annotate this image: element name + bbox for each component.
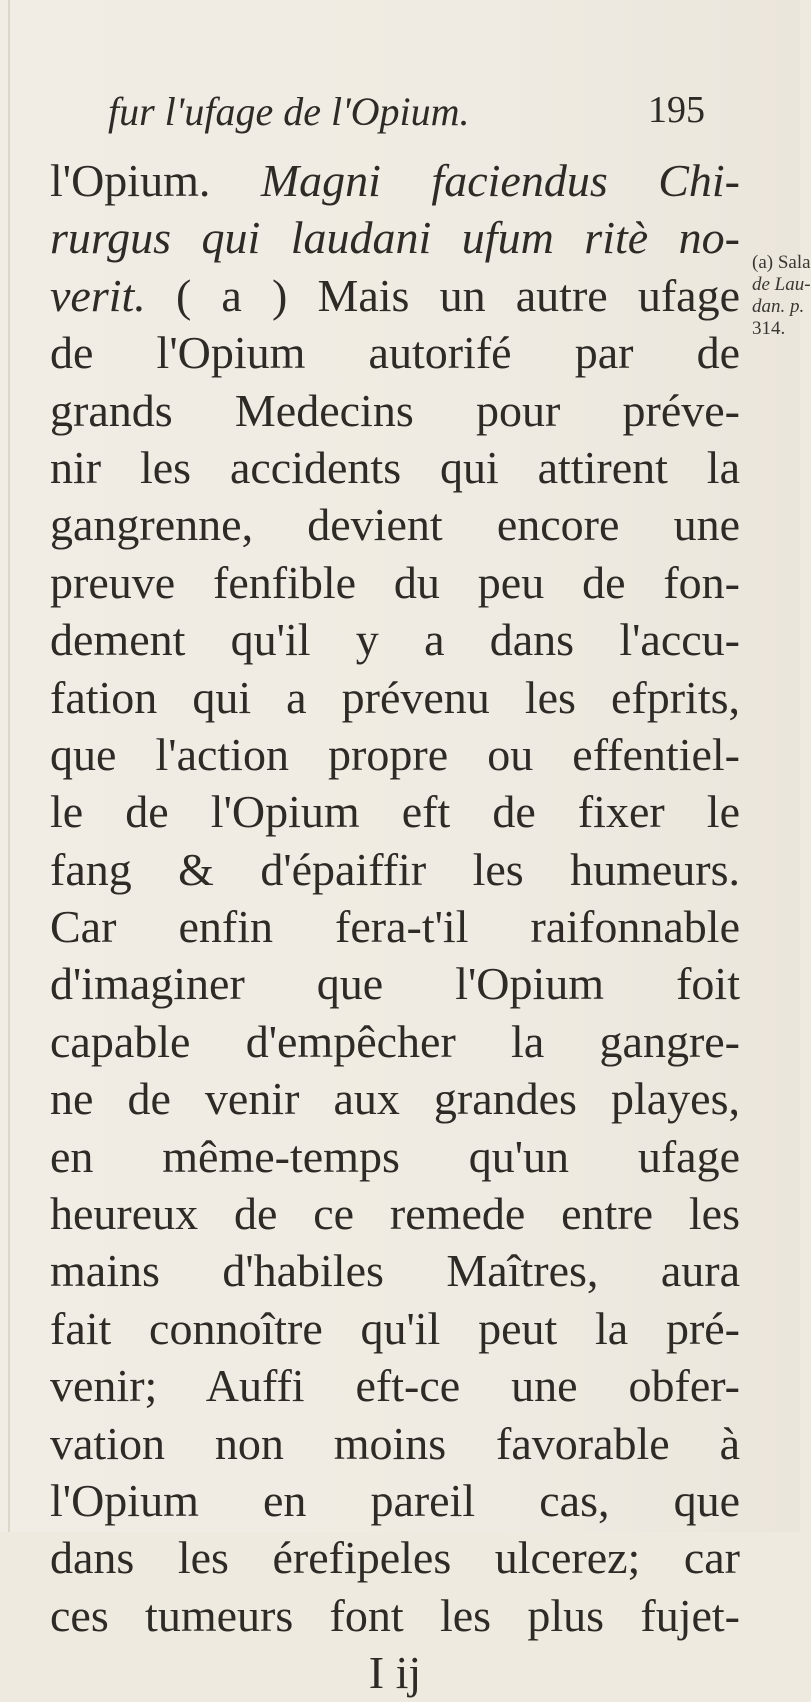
text-line: rurgus qui laudani ufum ritè no- [50,212,740,264]
running-header [108,88,708,148]
text-line: heureux de ce remede entre les [50,1188,740,1240]
text-line: fation qui a prévenu les efprits, [50,671,740,723]
page-number: 195 [648,89,705,131]
text-line: verit. ( a ) Mais un autre ufage [50,269,740,321]
text-line: fait connoître qu'il peut la pré- [50,1302,740,1354]
page-edge-shadow [8,0,10,1532]
text-line: ces tumeurs font les plus fujet- [50,1589,740,1641]
text-line: gangrenne, devient encore une [50,499,740,551]
text-line: grands Medecins pour préve- [50,384,740,436]
margin-note-line: (a) Sala [752,252,811,273]
text-line: d'imaginer que l'Opium foit [50,958,740,1010]
signature-mark: I ij [368,1647,422,1699]
body-text [50,152,740,1702]
text-line: venir; Auffi eft-ce une obfer- [50,1360,740,1412]
text-line: que l'action propre ou effentiel- [50,728,740,780]
footnote-reference: ( a ) [175,269,288,321]
text-line: capable d'empêcher la gangre- [50,1015,740,1067]
margin-note-line: dan. p. [752,296,805,317]
text-line: dans les érefipeles ulcerez; car [50,1532,740,1584]
text-line: l'Opium. Magni faciendus Chi- [50,155,740,206]
running-title: fur l'ufage de l'Opium. [108,89,470,134]
text-line: en même-temps qu'un ufage [50,1130,740,1182]
text-line: Car enfin fera-t'il raifonnable [50,901,740,953]
text-line: vation non moins favorable à [50,1417,740,1469]
margin-note-line: 314. [752,318,786,339]
text-line: de l'Opium autorifé par de [50,327,740,379]
text-line: nir les accidents qui attirent la [50,441,740,493]
text-line: l'Opium en pareil cas, que [50,1474,740,1526]
text-line: le de l'Opium eft de fixer le [50,786,740,838]
text-line: fang & d'épaiffir les humeurs. [50,843,740,895]
margin-footnote [752,252,811,340]
text-line: mains d'habiles Maîtres, aura [50,1245,740,1297]
text-line: ne de venir aux grandes playes, [50,1073,740,1125]
text-line: dement qu'il y a dans l'accu- [50,614,740,666]
text-line: preuve fenfible du peu de fon- [50,556,740,608]
margin-note-line: de Lau- [752,274,811,295]
